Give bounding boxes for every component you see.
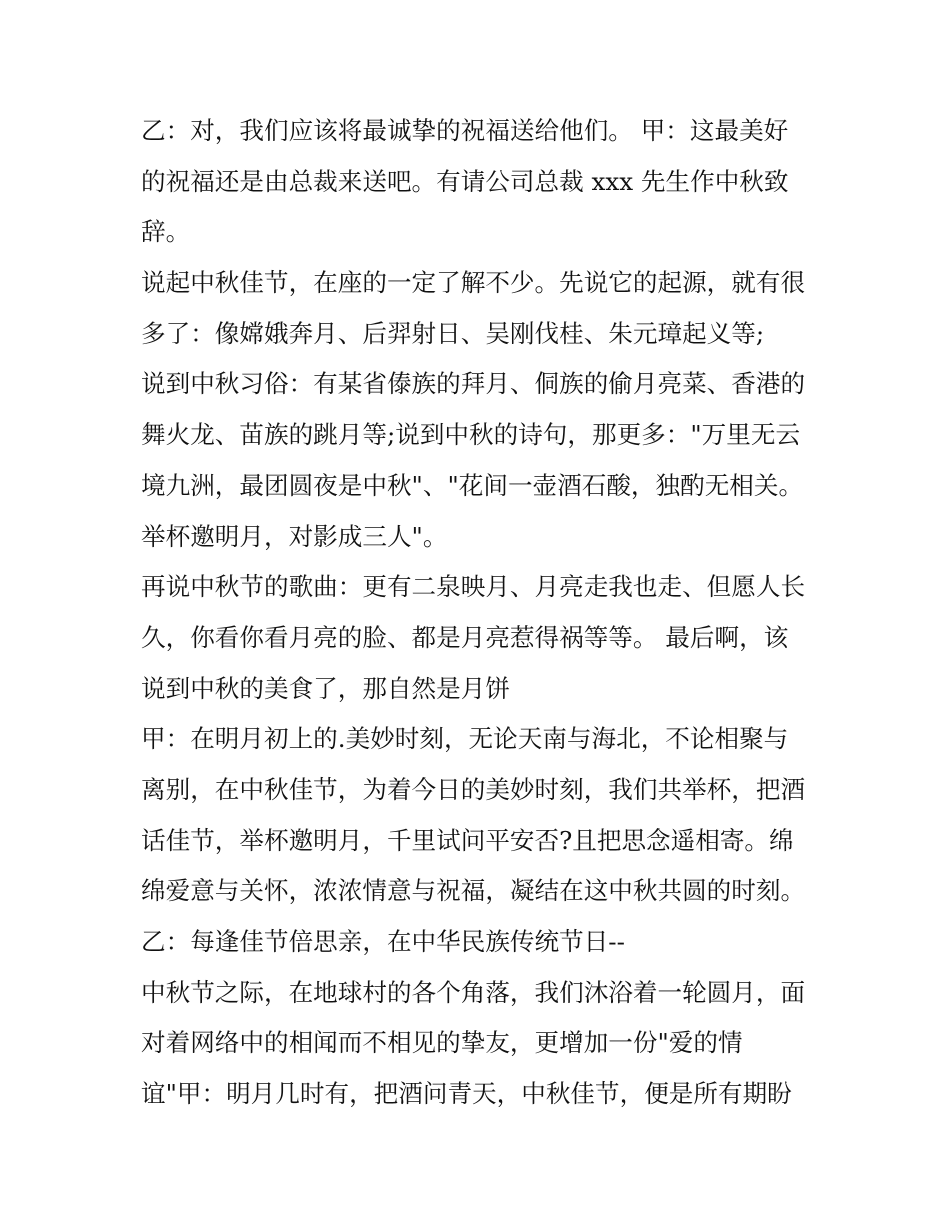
text-line: 久，你看你看月亮的脸、都是月亮惹得祸等等。 最后啊，该 bbox=[141, 622, 789, 652]
text-line: 说到中秋的美食了，那自然是月饼 bbox=[141, 673, 510, 703]
text-line: 多了：像嫦娥奔月、后羿射日、吴刚伐桂、朱元璋起义等; bbox=[141, 318, 765, 348]
text-line: 说起中秋佳节，在座的一定了解不少。先说它的起源，就有很 bbox=[141, 268, 806, 298]
text-line: 中秋节之际，在地球村的各个角落，我们沐浴着一轮圆月，面 bbox=[141, 977, 806, 1007]
text-line: 的祝福还是由总裁来送吧。有请公司总裁 xxx 先生作中秋致 bbox=[141, 166, 789, 196]
text-line: 离别，在中秋佳节，为着今日的美妙时刻，我们共举杯，把酒 bbox=[141, 774, 806, 804]
text-line: 话佳节，举杯邀明月，千里试问平安否?且把思念遥相寄。绵 bbox=[141, 825, 794, 855]
text-line: 乙：对，我们应该将最诚挚的祝福送给他们。 甲：这最美好 bbox=[141, 116, 789, 145]
document-body bbox=[141, 106, 821, 1120]
text-line: 再说中秋节的歌曲：更有二泉映月、月亮走我也走、但愿人长 bbox=[141, 572, 806, 602]
text-line: 对着网络中的相闻而不相见的挚友，更增加一份"爱的情 bbox=[141, 1028, 743, 1058]
text-line: 乙：每逢佳节倍思亲，在中华民族传统节日-- bbox=[141, 927, 625, 956]
text-line: 说到中秋习俗：有某省傣族的拜月、侗族的偷月亮菜、香港的 bbox=[141, 369, 806, 399]
text-line: 舞火龙、苗族的跳月等;说到中秋的诗句，那更多："万里无云 bbox=[141, 420, 801, 450]
text-line: 境九洲，最团圆夜是中秋"、"花间一壶酒石酸，独酌无相关。 bbox=[141, 470, 804, 500]
text-line: 甲：在明月初上的.美妙时刻，无论天南与海北，不论相聚与 bbox=[141, 724, 789, 754]
text-line: 绵爱意与关怀，浓浓情意与祝福，凝结在这中秋共圆的时刻。 bbox=[141, 876, 806, 906]
text-line: 辞。 bbox=[141, 217, 191, 247]
text-line: 谊"甲：明月几时有，把酒问青天，中秋佳节，便是所有期盼 bbox=[141, 1079, 792, 1109]
text-line: 举杯邀明月，对影成三人"。 bbox=[141, 521, 448, 551]
